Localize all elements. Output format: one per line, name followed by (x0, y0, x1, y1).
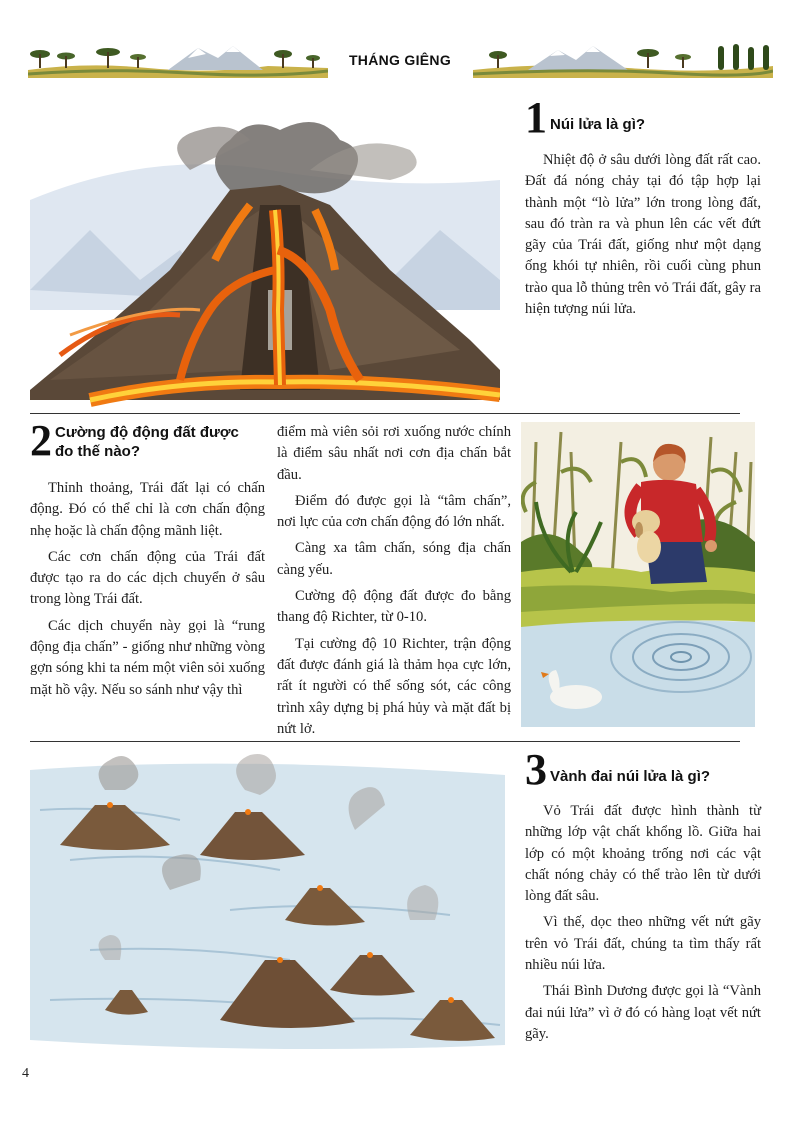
boy-throwing-stone-pond-illustration (521, 422, 755, 727)
section-2-heading (30, 416, 239, 465)
section-2-paragraph: Cường độ động đất được đo bằng thang độ Richter, từ 0-10. (277, 588, 511, 626)
section-2-paragraph: Các dịch chuyển này gọi là “rung động địa chấn” - giống như những vòng gợn sóng khi ta ném một viên sỏi xuống mặt hồ vậy. Nếu so sánh như vậy thì (30, 617, 265, 698)
section-3-heading (525, 745, 711, 794)
section-3-number: 3 (525, 745, 547, 794)
section-1-text (525, 150, 761, 325)
divider-rule (30, 741, 740, 742)
volcano-chain-ocean-illustration (30, 750, 505, 1055)
section-1-heading (525, 93, 646, 142)
month-title: THÁNG GIÊNG (348, 52, 452, 68)
section-3-paragraph: Vì thế, dọc theo những vết nứt gãy trên vỏ Trái đất, chúng ta tìm thấy rất nhiều núi lửa. (525, 914, 761, 974)
section-2-paragraph: Càng xa tâm chấn, sóng địa chấn càng yếu. (277, 540, 511, 578)
divider-rule (30, 413, 740, 414)
page-number: 4 (22, 1066, 29, 1081)
section-2-column-2 (277, 422, 511, 745)
section-3-title: Vành đai núi lửa là gì? (550, 768, 711, 785)
section-1-paragraph: Nhiệt độ ở sâu dưới lòng đất rất cao. Đất đá nóng chảy tại đó tập hợp lại thành một “lò lửa” lớn trong lòng đất, sau đó tràn ra và phun lên các vết đứt gãy của Trái đất, giống như một dạng ống khói tự nhiên, rồi cuối cùng phun trào qua lỗ thủng trên vỏ Trái đất, gây ra hiện tượng núi lửa. (525, 152, 761, 318)
section-2-title-line2: đo thế nào? (55, 443, 140, 460)
section-2-paragraph-continued: điểm mà viên sỏi rơi xuống nước chính là điểm sâu nhất nơi cơn địa chấn bắt đầu. (277, 424, 511, 483)
section-1-number: 1 (525, 93, 547, 142)
section-1-title: Núi lửa là gì? (550, 116, 646, 133)
section-2-paragraph: Tại cường độ 10 Richter, trận động đất được đánh giá là thảm họa cực lớn, rất ít người có thể sống sót, các công trình xây dựng bị phá hủy và mặt đất bị nứt lở. (277, 635, 511, 737)
section-3-text (525, 801, 761, 1050)
section-2-title-line1: Cường độ động đất được (55, 424, 239, 441)
volcano-cross-section-illustration (30, 110, 500, 410)
section-2-number: 2 (30, 416, 52, 465)
section-2-paragraph: Các cơn chấn động của Trái đất được tạo ra do các dịch chuyển ở sâu trong lòng Trái đất. (30, 548, 265, 608)
section-3-paragraph: Vỏ Trái đất được hình thành từ những lớp vật chất khổng lồ. Giữa hai lớp có một khoảng trống nơi các vật chất nóng chảy có thể trào lên từ dưới lòng đất sâu. (525, 803, 761, 905)
section-2-column-1 (30, 478, 265, 706)
section-3-paragraph: Thái Bình Dương được gọi là “Vành đai núi lửa” vì ở đó có hàng loạt vết nứt gãy. (525, 983, 761, 1042)
section-2-paragraph: Điểm đó được gọi là “tâm chấn”, nơi lực của cơn chấn động đó lớn nhất. (277, 492, 511, 531)
section-2-paragraph: Thỉnh thoảng, Trái đất lại có chấn động. Đó có thể chỉ là cơn chấn động nhẹ hoặc là chấn động mãnh liệt. (30, 480, 265, 539)
